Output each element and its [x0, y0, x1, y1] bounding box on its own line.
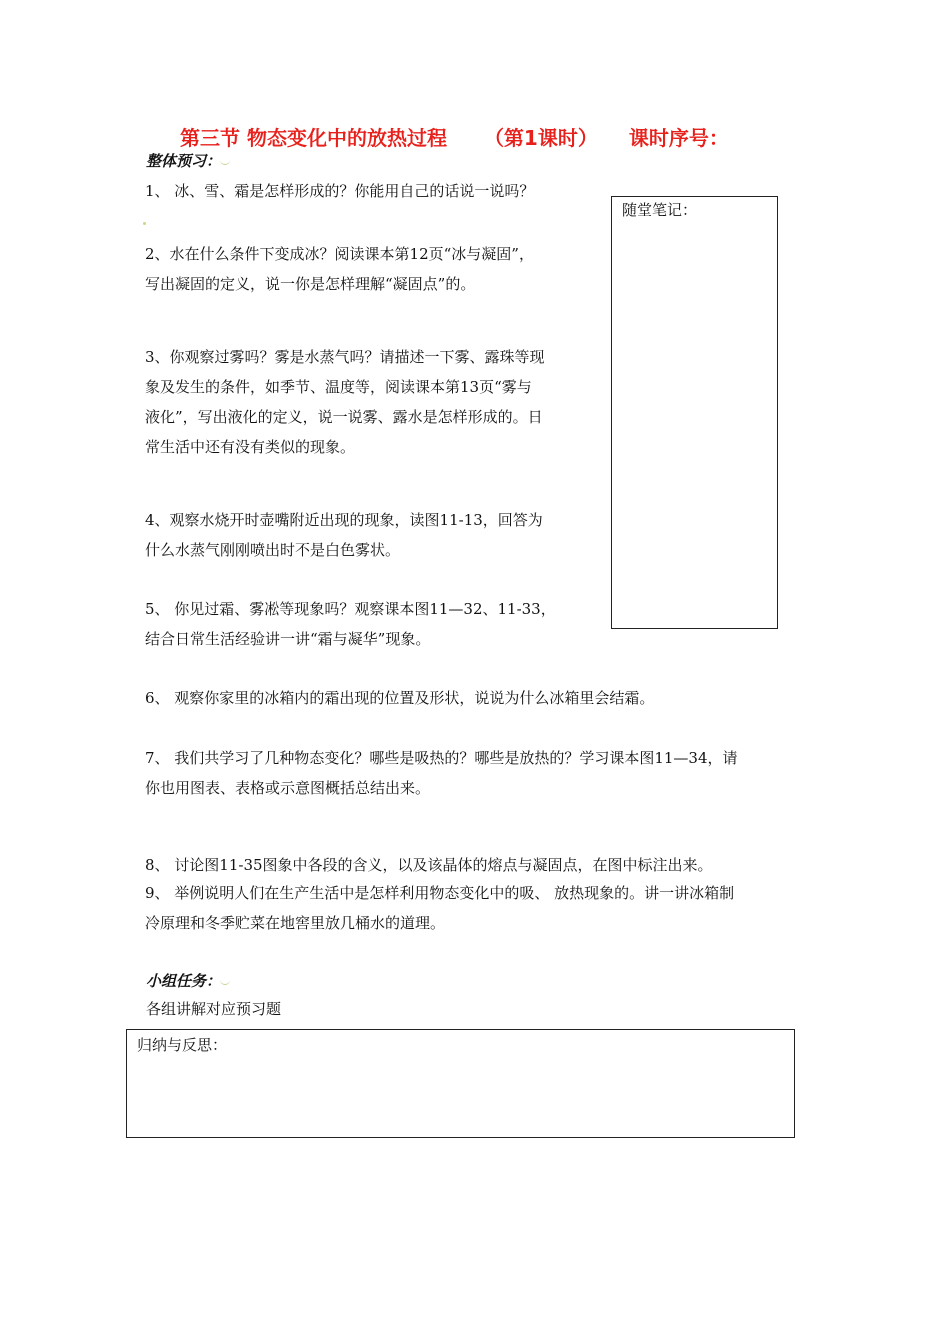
question-line: 结合日常生活经验讲一讲“霜与凝华”现象。	[145, 630, 431, 648]
title-serial-label: 课时序号：	[628, 126, 729, 150]
question-line: 8、 讨论图11-35图象中各段的含义，以及该晶体的熔点与凝固点，在图中标注出来。	[145, 856, 713, 874]
reflection-label: 归纳与反思：	[137, 1036, 228, 1054]
reflection-box[interactable]	[126, 1029, 795, 1138]
question-2	[145, 239, 534, 299]
question-line: 你也用图表、表格或示意图概括总结出来。	[145, 779, 431, 797]
question-7	[145, 743, 738, 803]
question-line: 6、 观察你家里的冰箱内的霜出现的位置及形状，说说为什么冰箱里会结霜。	[145, 689, 655, 707]
notes-box[interactable]	[611, 196, 778, 629]
preview-heading: 整体预习：	[146, 152, 222, 170]
question-line: 冷原理和冬季贮菜在地窖里放几桶水的道理。	[145, 914, 446, 932]
question-line: 液化”，写出液化的定义，说一说雾、露水是怎样形成的。日	[145, 408, 543, 426]
question-line: 3、你观察过雾吗？雾是水蒸气吗？请描述一下雾、露珠等现	[145, 348, 545, 366]
decorative-mark	[220, 980, 230, 985]
question-1	[145, 176, 534, 206]
question-line: 常生活中还有没有类似的现象。	[145, 438, 356, 456]
question-line: 2、水在什么条件下变成冰？阅读课本第12页“冰与凝固”，	[145, 245, 534, 263]
question-3	[145, 342, 545, 462]
decorative-mark	[143, 222, 146, 225]
question-line: 5、 你见过霜、雾凇等现象吗？观察课本图11—32、11-33，	[145, 600, 556, 618]
question-line: 1、 冰、雪、霜是怎样形成的？你能用自己的话说一说吗？	[145, 182, 535, 200]
title-session: （第1课时）	[483, 126, 598, 150]
question-4	[145, 505, 543, 565]
group-task-heading: 小组任务：	[146, 972, 222, 990]
notes-label: 随堂笔记：	[622, 201, 698, 219]
page-title	[180, 122, 900, 151]
question-line: 写出凝固的定义，说一你是怎样理解“凝固点”的。	[145, 275, 476, 293]
question-5	[145, 594, 556, 654]
question-line: 7、 我们共学习了几种物态变化？哪些是吸热的？哪些是放热的？学习课本图11—34，请	[145, 749, 738, 767]
question-line: 9、 举例说明人们在生产生活中是怎样利用物态变化中的吸、 放热现象的。讲一讲冰箱制	[145, 884, 735, 902]
group-task-text: 各组讲解对应预习题	[146, 1000, 282, 1018]
question-8	[145, 850, 713, 880]
question-line: 什么水蒸气刚刚喷出时不是白色雾状。	[145, 541, 401, 559]
question-9	[145, 878, 734, 938]
decorative-mark	[220, 160, 230, 165]
title-main: 第三节 物态变化中的放热过程	[180, 126, 447, 150]
question-line: 象及发生的条件，如季节、温度等，阅读课本第13页“雾与	[145, 378, 532, 396]
question-line: 4、观察水烧开时壶嘴附近出现的现象，读图11-13，回答为	[145, 511, 543, 529]
question-6	[145, 683, 654, 713]
